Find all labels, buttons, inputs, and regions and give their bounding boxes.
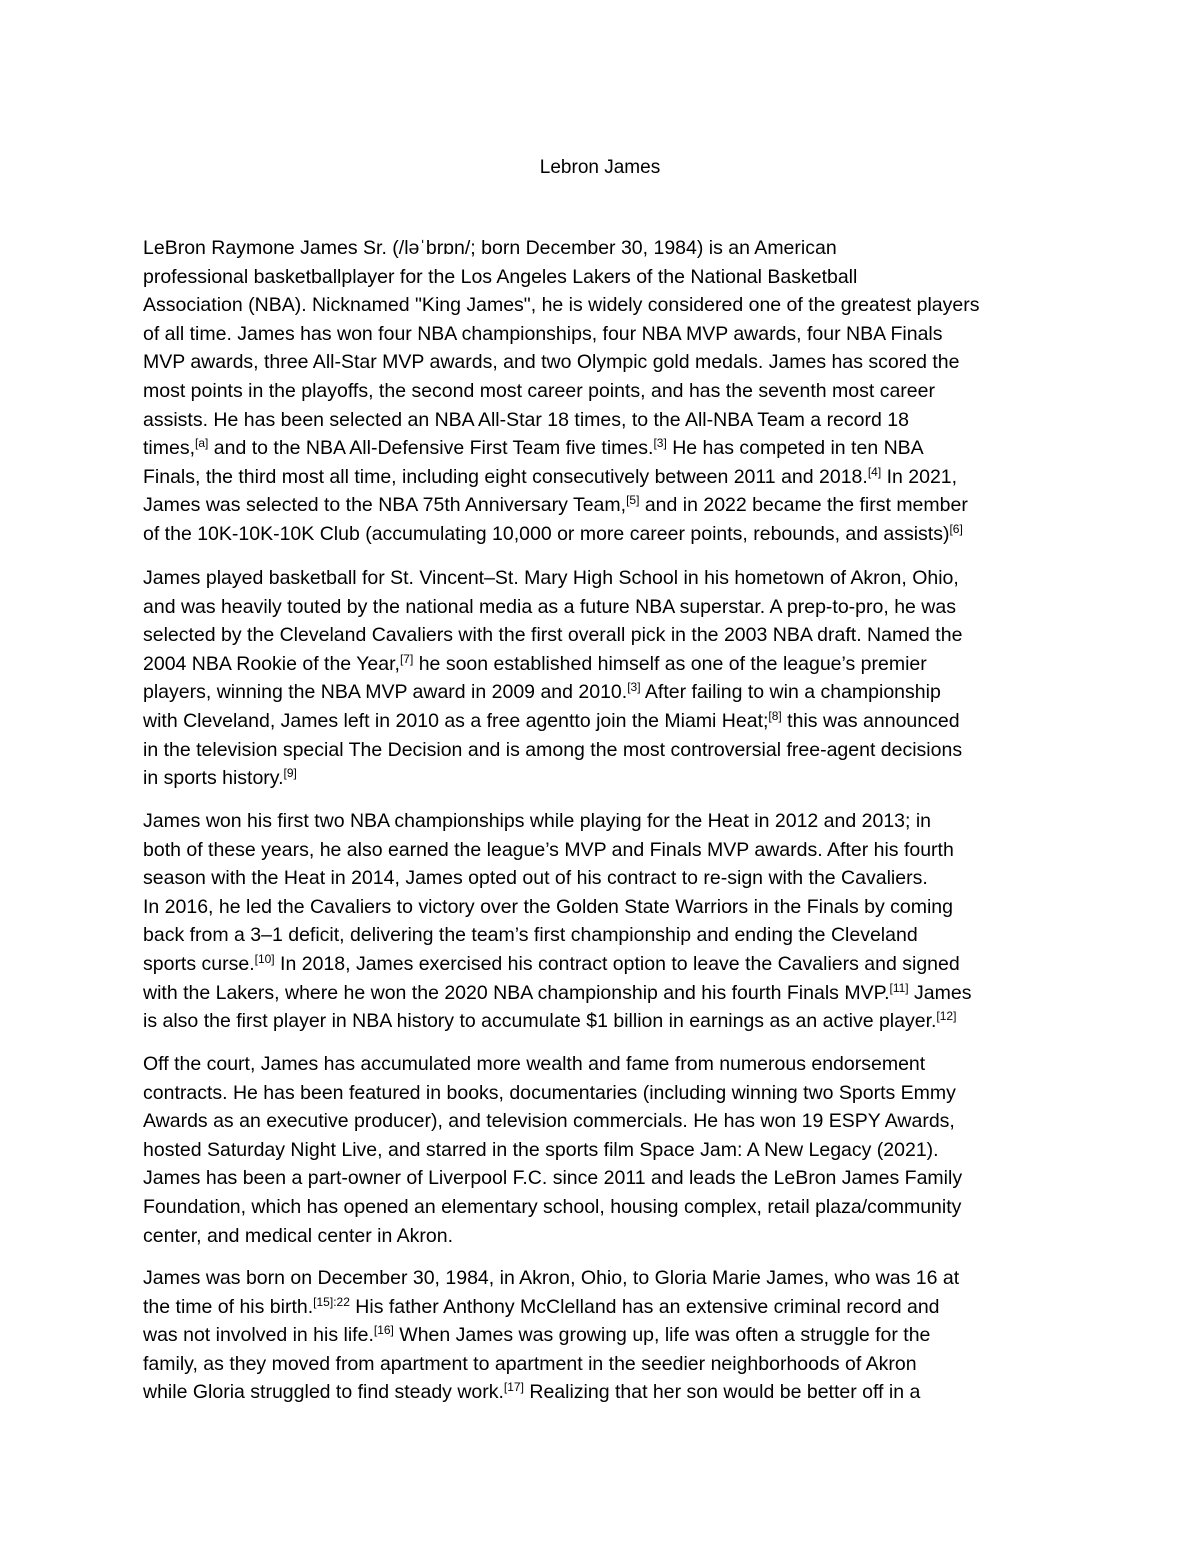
citation-ref: [12] [936,1009,957,1024]
text-run: of all time. James has won four NBA championships, four NBA MVP awards, four NBA Finals [143,322,943,345]
text-line [143,1378,959,1407]
text-line [143,406,980,435]
text-run: James played basketball for St. Vincent–St. Mary High School in his hometown of Akron, Ohio, [143,567,959,589]
text-run: Finals, the third most all time, including eight consecutively between 2011 and 2018. [143,465,868,488]
text-run: Awards as an executive producer), and television commercials. He has won 19 ESPY Awards, [143,1110,955,1133]
text-run: and was heavily touted by the national media as a future NBA superstar. A prep-to-pro, he was [143,595,956,618]
text-run: with the Lakers, where he won the 2020 NBA championship and his fourth Finals MVP. [143,981,890,1004]
text-run: with Cleveland, James left in 2010 as a free agentto join the Miami Heat; [143,709,769,732]
text-line [143,1007,971,1036]
text-run: contracts. He has been featured in books, documentaries (including winning two Sports Emmy [143,1081,956,1104]
text-line [143,836,971,865]
document-title: Lebron James [539,157,661,178]
text-line [143,950,971,979]
citation-ref: [11] [889,980,909,995]
text-line [143,320,980,349]
citation-ref: [6] [949,521,963,536]
text-run: Foundation, which has opened an elementary school, housing complex, retail plaza/community [143,1195,962,1218]
citation-ref: [5] [626,493,640,508]
citation-ref: [8] [768,708,782,723]
text-line [143,348,980,377]
text-run: His father Anthony McClelland has an extensive criminal record and [349,1295,940,1318]
text-line [143,921,971,950]
text-line [143,979,971,1008]
text-run: this was announced [781,709,960,732]
text-run: James won his first two NBA championships while playing for the Heat in 2012 and 2013; in [143,810,932,832]
text-line [143,1079,962,1108]
text-run: center, and medical center in Akron. [143,1224,454,1247]
text-run: James was born on December 30, 1984, in Akron, Ohio, to Gloria Marie James, who was 16 at [143,1267,960,1289]
paragraph [143,564,962,793]
text-run: selected by the Cleveland Cavaliers with the first overall pick in the 2003 NBA draft. Named the [143,624,963,647]
text-run: When James was growing up, life was often a struggle for the [393,1324,931,1347]
citation-ref: [15]:22 [313,1294,350,1309]
citation-ref: [3] [653,436,667,451]
text-run: family, as they moved from apartment to apartment in the seedier neighborhoods of Akron [143,1352,917,1375]
text-run: is also the first player in NBA history to accumulate $1 billion in earnings as an active player. [143,1010,937,1033]
citation-ref: [3] [627,680,641,695]
text-line [143,1193,962,1222]
text-line [143,564,962,593]
text-line [143,434,980,463]
citation-ref: [16] [373,1323,394,1338]
text-run: both of these years, he also earned the league’s MVP and Finals MVP awards. After his fourth [143,838,954,861]
text-line [143,650,962,679]
text-line [143,234,980,263]
citation-ref: [7] [399,651,414,666]
text-run: while Gloria struggled to find steady work. [143,1381,504,1404]
citation-ref: [a] [195,436,209,451]
text-run: he soon established himself as one of the league’s premier [413,652,927,675]
text-line [143,291,980,320]
text-line [143,520,980,549]
citation-ref: [10] [254,951,275,966]
paragraph [143,1050,962,1250]
text-line [143,1222,962,1251]
text-run: Off the court, James has accumulated more wealth and fame from numerous endorsement [143,1053,926,1075]
text-run: season with the Heat in 2014, James opted out of his contract to re-sign with the Cavaliers. [143,867,928,890]
text-run: Association (NBA). Nicknamed "King James", he is widely considered one of the greatest players [143,294,980,317]
text-line [143,1107,962,1136]
text-line [143,1136,962,1165]
text-run: In 2021, [881,465,958,488]
text-line [143,377,980,406]
paragraph [143,807,971,1036]
text-line [143,463,980,492]
text-run: MVP awards, three All-Star MVP awards, and two Olympic gold medals. James has scored the [143,351,960,374]
text-line [143,1264,959,1293]
text-line [143,1164,962,1193]
text-run: James was selected to the NBA 75th Anniversary Team, [143,494,627,517]
text-line [143,893,971,922]
text-run: was not involved in his life. [143,1324,374,1347]
text-run: James has been a part-owner of Liverpool F.C. since 2011 and leads the LeBron James Family [143,1167,963,1190]
text-line [143,864,971,893]
citation-ref: [9] [283,766,297,781]
text-line [143,621,962,650]
text-run: Realizing that her son would be better off in a [523,1381,921,1404]
text-run: In 2016, he led the Cavaliers to victory over the Golden State Warriors in the Finals by coming [143,895,954,918]
text-run: in the television special The Decision and is among the most controversial free-agent decisions [143,738,963,761]
text-line [143,593,962,622]
text-run: In 2018, James exercised his contract option to leave the Cavaliers and signed [274,952,960,975]
text-run: players, winning the NBA MVP award in 2009 and 2010. [143,681,628,704]
text-run: 2004 NBA Rookie of the Year, [143,652,400,675]
text-run: and in 2022 became the first member [639,494,968,517]
text-run: most points in the playoffs, the second most career points, and has the seventh most career [143,379,935,402]
citation-ref: [4] [867,464,882,479]
text-run: of the 10K-10K-10K Club (accumulating 10,000 or more career points, rebounds, and assists) [143,522,950,545]
text-line [143,807,971,836]
text-line [143,764,962,793]
text-run: professional basketballplayer for the Los Angeles Lakers of the National Basketball [143,265,858,288]
text-line [143,263,980,292]
text-line [143,491,980,520]
text-run: He has competed in ten NBA [666,437,924,460]
text-run: in sports history. [143,767,284,790]
text-run: LeBron Raymone James Sr. (/ləˈbrɒn/; born December 30, 1984) is an American [143,237,837,259]
paragraph [143,1264,959,1407]
text-line [143,678,962,707]
text-run: sports curse. [143,952,255,975]
text-run: hosted Saturday Night Live, and starred in the sports film Space Jam: A New Legacy (2021). [143,1138,939,1161]
citation-ref: [17] [503,1380,524,1395]
paragraph [143,234,980,549]
text-line [143,1050,962,1079]
text-run: back from a 3–1 deficit, delivering the team’s first championship and ending the Cleveland [143,924,918,947]
text-run: After failing to win a championship [640,681,941,704]
text-line [143,707,962,736]
text-line [143,1293,959,1322]
text-run: assists. He has been selected an NBA All-Star 18 times, to the All-NBA Team a record 18 [143,408,909,431]
text-run: James [908,981,972,1004]
text-run: the time of his birth. [143,1295,314,1318]
text-run: times, [143,437,196,460]
text-line [143,736,962,765]
text-line [143,1350,959,1379]
text-line [143,1321,959,1350]
text-run: and to the NBA All-Defensive First Team five times. [208,437,654,460]
